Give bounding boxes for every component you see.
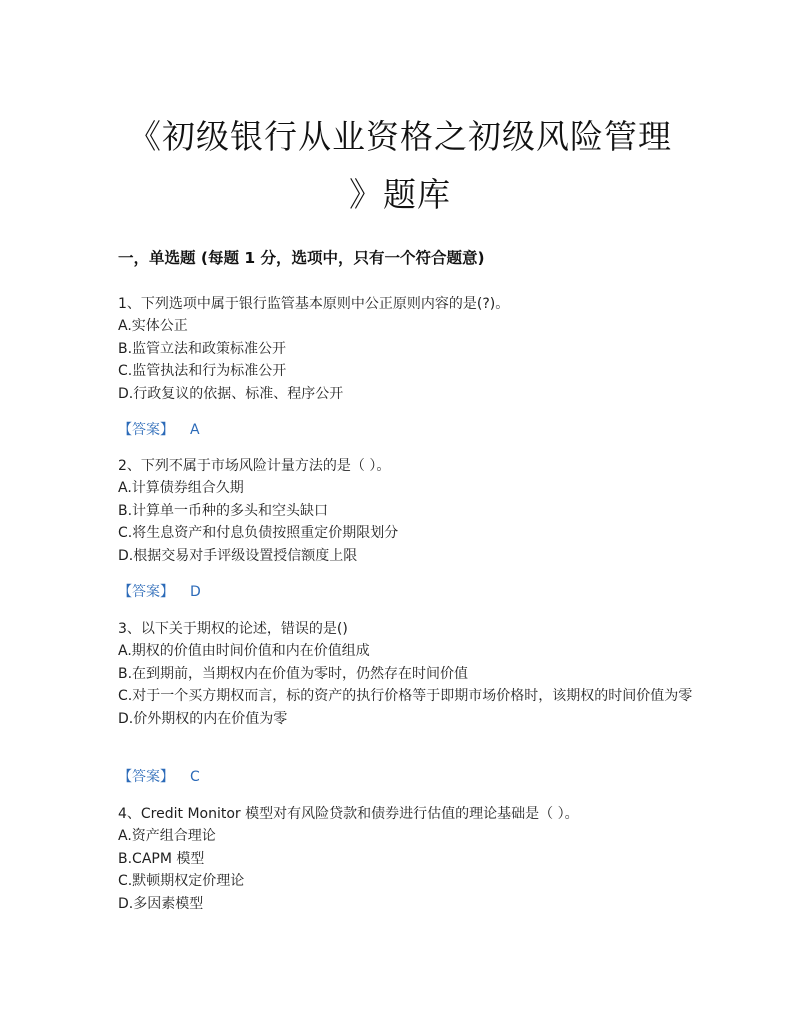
option-a: A.实体公正 — [118, 318, 188, 335]
question-stem: 3、以下关于期权的论述，错误的是() — [118, 621, 348, 637]
option-d: D.多因素模型 — [118, 895, 204, 912]
option-a: A.计算债券组合久期 — [118, 480, 244, 497]
answer-value: D — [190, 584, 201, 600]
option-c: C.监管执法和行为标准公开 — [118, 363, 287, 380]
option-c: C.将生息资产和付息负债按照重定价期限划分 — [118, 525, 399, 542]
option-c: C.默顿期权定价理论 — [118, 873, 245, 890]
question-4 — [118, 803, 693, 915]
answer-label: 【答案】 — [118, 422, 174, 438]
option-b: B.计算单一币种的多头和空头缺口 — [118, 502, 329, 519]
answer-2 — [118, 581, 201, 603]
document-title — [110, 108, 690, 224]
option-b: B.在到期前，当期权内在价值为零时，仍然存在时间价值 — [118, 665, 469, 682]
section-heading: 一，单选题 (每题 1 分，选项中，只有一个符合题意) — [118, 249, 485, 267]
answer-1 — [118, 419, 200, 441]
title-line-2: 》题库 — [349, 175, 451, 214]
answer-label: 【答案】 — [118, 584, 174, 600]
option-b: B.CAPM 模型 — [118, 850, 205, 867]
option-d: D.根据交易对手评级设置授信额度上限 — [118, 547, 358, 564]
title-line-1: 《初级银行从业资格之初级风险管理 — [128, 117, 672, 156]
option-c: C.对于一个买方期权而言，标的资产的执行价格等于即期市场价格时，该期权的时间价值为零 — [118, 688, 693, 705]
answer-label: 【答案】 — [118, 769, 174, 785]
option-b: B.监管立法和政策标准公开 — [118, 340, 287, 357]
option-a: A.期权的价值由时间价值和内在价值组成 — [118, 643, 370, 660]
question-1 — [118, 293, 693, 405]
question-stem: 1、下列选项中属于银行监管基本原则中公正原则内容的是(?)。 — [118, 296, 510, 312]
answer-value: A — [190, 422, 200, 438]
option-d: D.价外期权的内在价值为零 — [118, 710, 288, 727]
question-stem: 4、Credit Monitor 模型对有风险贷款和债券进行估值的理论基础是（ ）。 — [118, 806, 579, 822]
question-stem: 2、下列不属于市场风险计量方法的是（ ）。 — [118, 458, 391, 474]
question-3 — [118, 618, 693, 730]
answer-3 — [118, 766, 200, 788]
option-d: D.行政复议的依据、标准、程序公开 — [118, 385, 344, 402]
answer-value: C — [190, 769, 200, 785]
option-a: A.资产组合理论 — [118, 828, 216, 845]
question-2 — [118, 455, 693, 567]
